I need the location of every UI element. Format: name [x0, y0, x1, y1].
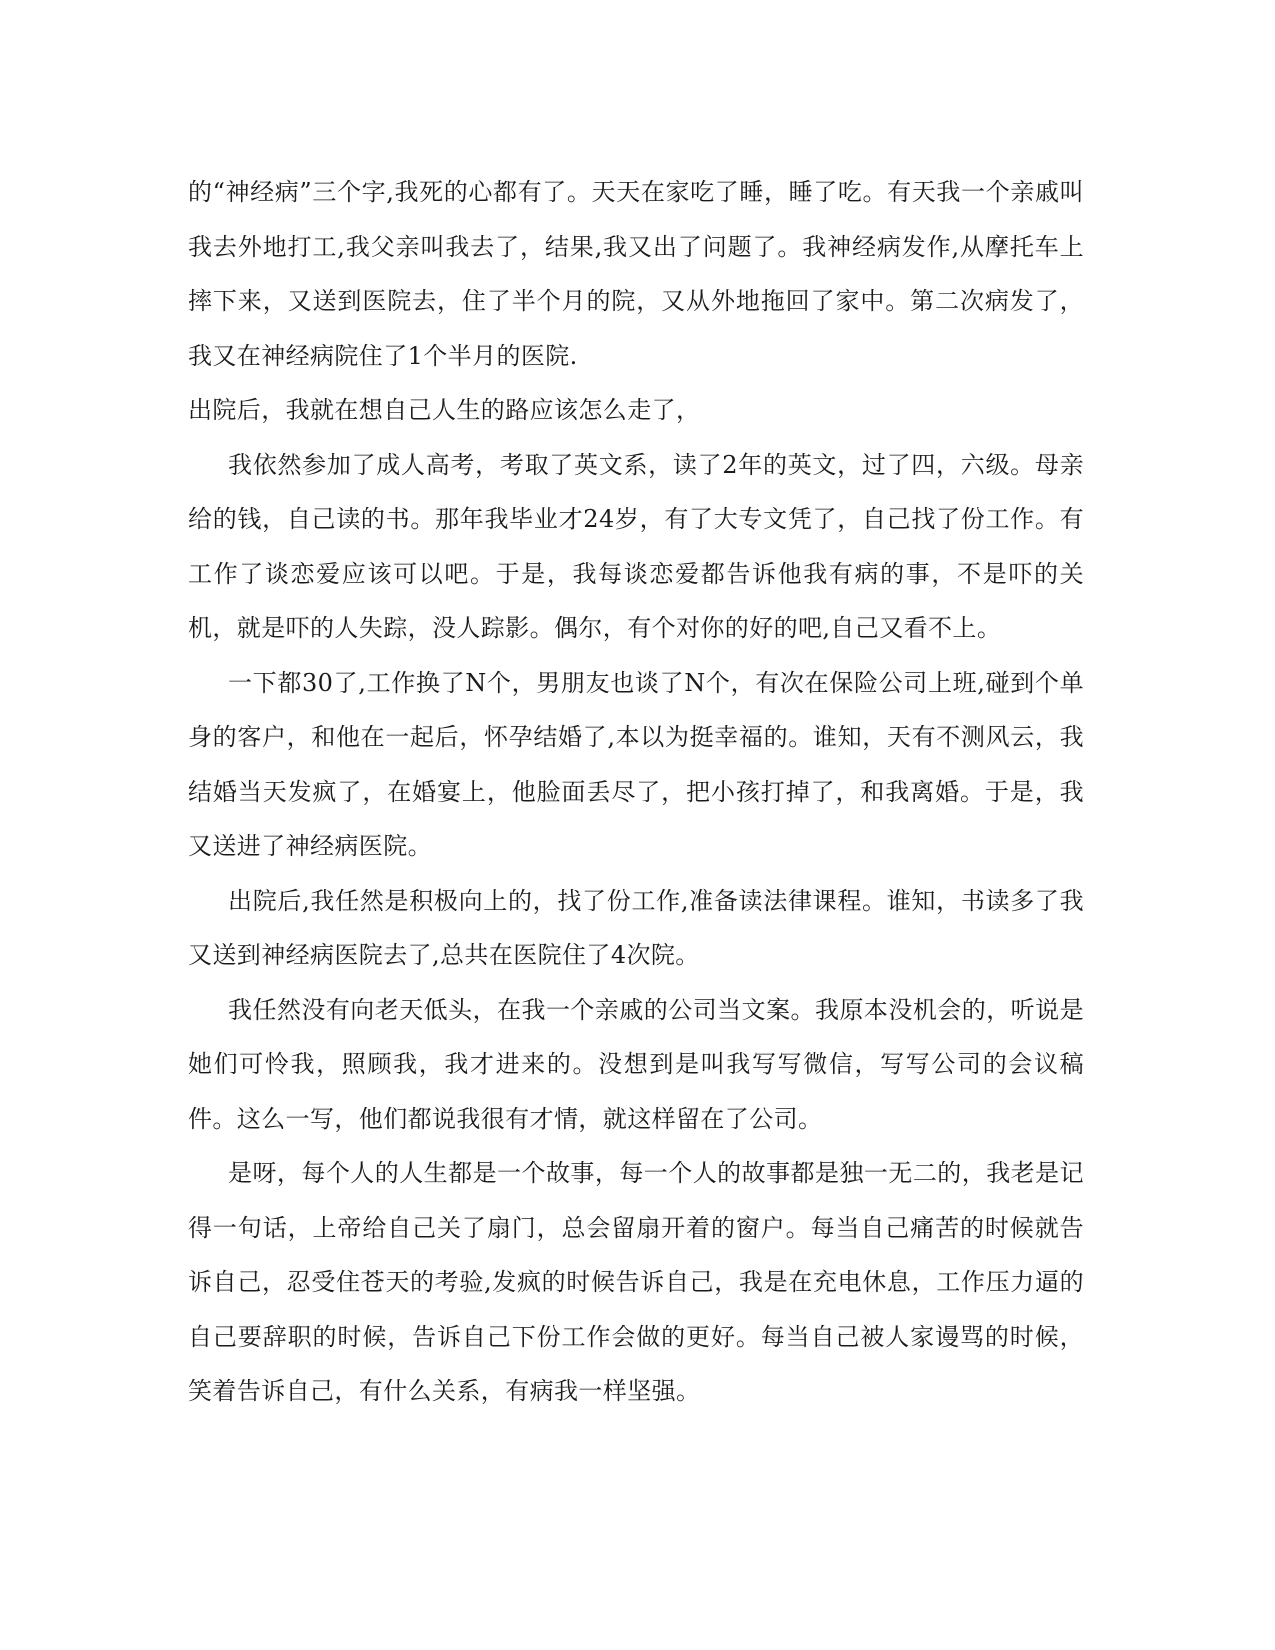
paragraph-6: 我任然没有向老天低头，在我一个亲戚的公司当文案。我原本没机会的，听说是她们可怜我，照顾我，我才进来的。没想到是叫我写写微信，写写公司的会议稿件。这么一写，他们都说我很有才情，就这样留在了公司。	[188, 995, 1084, 1133]
body-text	[188, 165, 1084, 1419]
paragraph-5: 出院后,我任然是积极向上的，找了份工作,准备读法律课程。谁知，书读多了我又送到神经病医院去了,总共在医院住了4次院。	[188, 886, 1084, 969]
paragraph-2: 出院后，我就在想自己人生的路应该怎么走了，	[188, 396, 701, 424]
paragraph-1: 的“神经病”三个字,我死的心都有了。天天在家吃了睡，睡了吃。有天我一个亲戚叫我去外地打工,我父亲叫我去了，结果,我又出了问题了。我神经病发作,从摩托车上摔下来，又送到医院去，住了半个月的院，又从外地拖回了家中。第二次病发了，我又在神经病院住了1个半月的医院.	[188, 178, 1084, 370]
paragraph-4: 一下都30了,工作换了N个，男朋友也谈了N个，有次在保险公司上班,碰到个单身的客户，和他在一起后，怀孕结婚了,本以为挺幸福的。谁知，天有不测风云，我结婚当天发疯了，在婚宴上，他脸面丢尽了，把小孩打掉了，和我离婚。于是，我又送进了神经病医院。	[188, 668, 1084, 860]
paragraph-3: 我依然参加了成人高考，考取了英文系，读了2年的英文，过了四，六级。母亲给的钱，自己读的书。那年我毕业才24岁，有了大专文凭了，自己找了份工作。有工作了谈恋爱应该可以吧。于是，我每谈恋爱都告诉他我有病的事，不是吓的关机，就是吓的人失踪，没人踪影。偶尔，有个对你的好的吧,自己又看不上。	[188, 450, 1084, 642]
paragraph-7: 是呀，每个人的人生都是一个故事，每一个人的故事都是独一无二的，我老是记得一句话，上帝给自己关了扇门，总会留扇开着的窗户。每当自己痛苦的时候就告诉自己，忍受住苍天的考验,发疯的时候告诉自己，我是在充电休息，工作压力逼的自己要辞职的时候，告诉自己下份工作会做的更好。每当自己被人家谩骂的时候，笑着告诉自己，有什么关系，有病我一样坚强。	[188, 1159, 1084, 1405]
